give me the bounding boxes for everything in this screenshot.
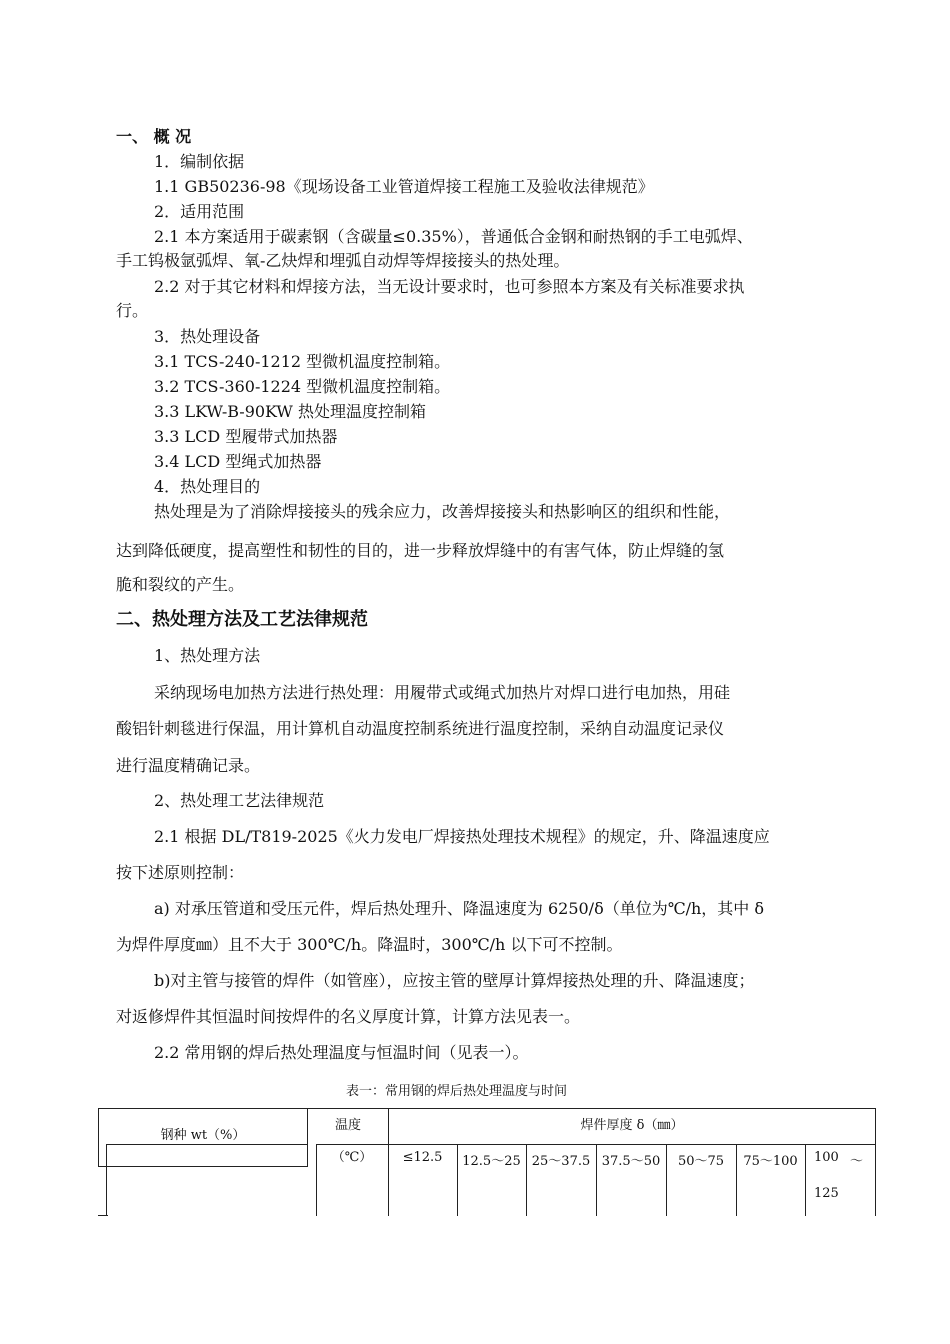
- item2-title: 2．适用范围: [154, 202, 245, 221]
- sub2-title: 2、热处理工艺法律规范: [154, 791, 325, 810]
- sub1-line3: 进行温度精确记录。: [116, 756, 261, 775]
- item1-title: 1．编制依据: [154, 152, 245, 171]
- thickness-col-7-end: 125: [814, 1186, 839, 1201]
- item2-2-line2: 行。: [116, 301, 149, 320]
- steel-cell-bottom-border: [98, 1166, 308, 1167]
- thickness-col-1: ≤12.5: [402, 1150, 443, 1165]
- item2-1-line2: 手工钨极氩弧焊、氧-乙炔焊和埋弧自动焊等焊接接头的热处理。: [116, 251, 570, 270]
- b-line1: b)对主管与接管的焊件（如管座），应按主管的壁厚计算焊接热处理的升、降温速度；: [154, 971, 755, 990]
- table-top-border: [98, 1108, 876, 1109]
- section1-title: 一、 概 况: [116, 127, 192, 146]
- heat-treatment-table: [98, 1108, 876, 1216]
- item3-4: 3.4 LCD 型绳式加热器: [154, 452, 322, 471]
- col-thickness-header: 焊件厚度 δ（㎜）: [580, 1118, 684, 1133]
- thickness-col-7-tilde: ～: [850, 1154, 864, 1169]
- item4-title: 4．热处理目的: [154, 477, 261, 496]
- item2-1-line1: 2.1 本方案适用于碳素钢（含碳量≤0.35%），普通低合金钢和耐热钢的手工电弧焊、: [154, 227, 753, 246]
- col-temp-header: 温度: [334, 1118, 361, 1133]
- thickness-col-5: 50～75: [677, 1154, 725, 1169]
- a-line1: a) 对承压管道和受压元件，焊后热处理升、降温速度为 6250/δ（单位为℃/h，其中 δ: [154, 899, 765, 918]
- table-caption: 表一：常用钢的焊后热处理温度与时间: [346, 1084, 568, 1099]
- sub1-title: 1、热处理方法: [154, 646, 261, 665]
- thickness-col-2: 12.5～25: [462, 1154, 521, 1169]
- item2-2-line1: 2.2 对于其它材料和焊接方法，当无设计要求时，也可参照本方案及有关标准要求执: [154, 277, 745, 296]
- sub2-2: 2.2 常用钢的焊后热处理温度与恒温时间（见表一）。: [154, 1043, 529, 1062]
- a-line2: 为焊件厚度㎜）且不大于 300℃/h。降温时，300℃/h 以下可不控制。: [116, 935, 623, 954]
- col-steel-header: 钢种 wt（%）: [160, 1128, 246, 1143]
- thickness-col-6: 75～100: [743, 1154, 798, 1169]
- b-line2: 对返修焊件其恒温时间按焊件的名义厚度计算，计算方法见表一。: [116, 1007, 581, 1026]
- item4-line2: 达到降低硬度，提高塑性和韧性的目的，进一步释放焊缝中的有害气体，防止焊缝的氢: [116, 541, 725, 560]
- item4-line1: 热处理是为了消除焊接接头的残余应力，改善焊接接头和热影响区的组织和性能，: [154, 502, 731, 521]
- thickness-col-3: 25～37.5: [531, 1154, 591, 1169]
- item3-1: 3.1 TCS-240-1212 型微机温度控制箱。: [154, 352, 451, 371]
- temp-unit-top-border: [316, 1144, 388, 1145]
- item3-title: 3．热处理设备: [154, 327, 261, 346]
- thickness-col-4: 37.5～50: [601, 1154, 661, 1169]
- thickness-col-7-start: 100: [814, 1150, 839, 1165]
- item1-1: 1.1 GB50236-98《现场设备工业管道焊接工程施工及验收法律规范》: [154, 177, 654, 196]
- sub1-line1: 采纳现场电加热方法进行热处理：用履带式或绳式加热片对焊口进行电加热，用硅: [154, 683, 731, 702]
- item3-3a: 3.3 LKW-B-90KW 热处理温度控制箱: [154, 402, 426, 421]
- item4-line3: 脆和裂纹的产生。: [116, 575, 245, 594]
- section2-title: [116, 609, 368, 631]
- col-divider-6: [805, 1144, 806, 1216]
- sub1-line2: 酸铝针刺毯进行保温，用计算机自动温度控制系统进行温度控制，采纳自动温度记录仪: [116, 719, 725, 738]
- section2-title-text: 二、热处理方法及工艺法律规范: [116, 609, 368, 630]
- item3-3b: 3.3 LCD 型履带式加热器: [154, 427, 338, 446]
- thickness-subheader-border: [388, 1144, 876, 1145]
- table-bottom-stub: [98, 1215, 108, 1216]
- inner-row-top-border: [106, 1144, 308, 1145]
- sub2-1-line1: 2.1 根据 DL/T819-2025《火力发电厂焊接热处理技术规程》的规定，升、降温速度应: [154, 827, 770, 846]
- sub2-1-line2: 按下述原则控制：: [116, 863, 245, 882]
- table-left-border-lower: [106, 1144, 107, 1216]
- item3-2: 3.2 TCS-360-1224 型微机温度控制箱。: [154, 377, 451, 396]
- col-temp-unit: （℃）: [331, 1150, 373, 1165]
